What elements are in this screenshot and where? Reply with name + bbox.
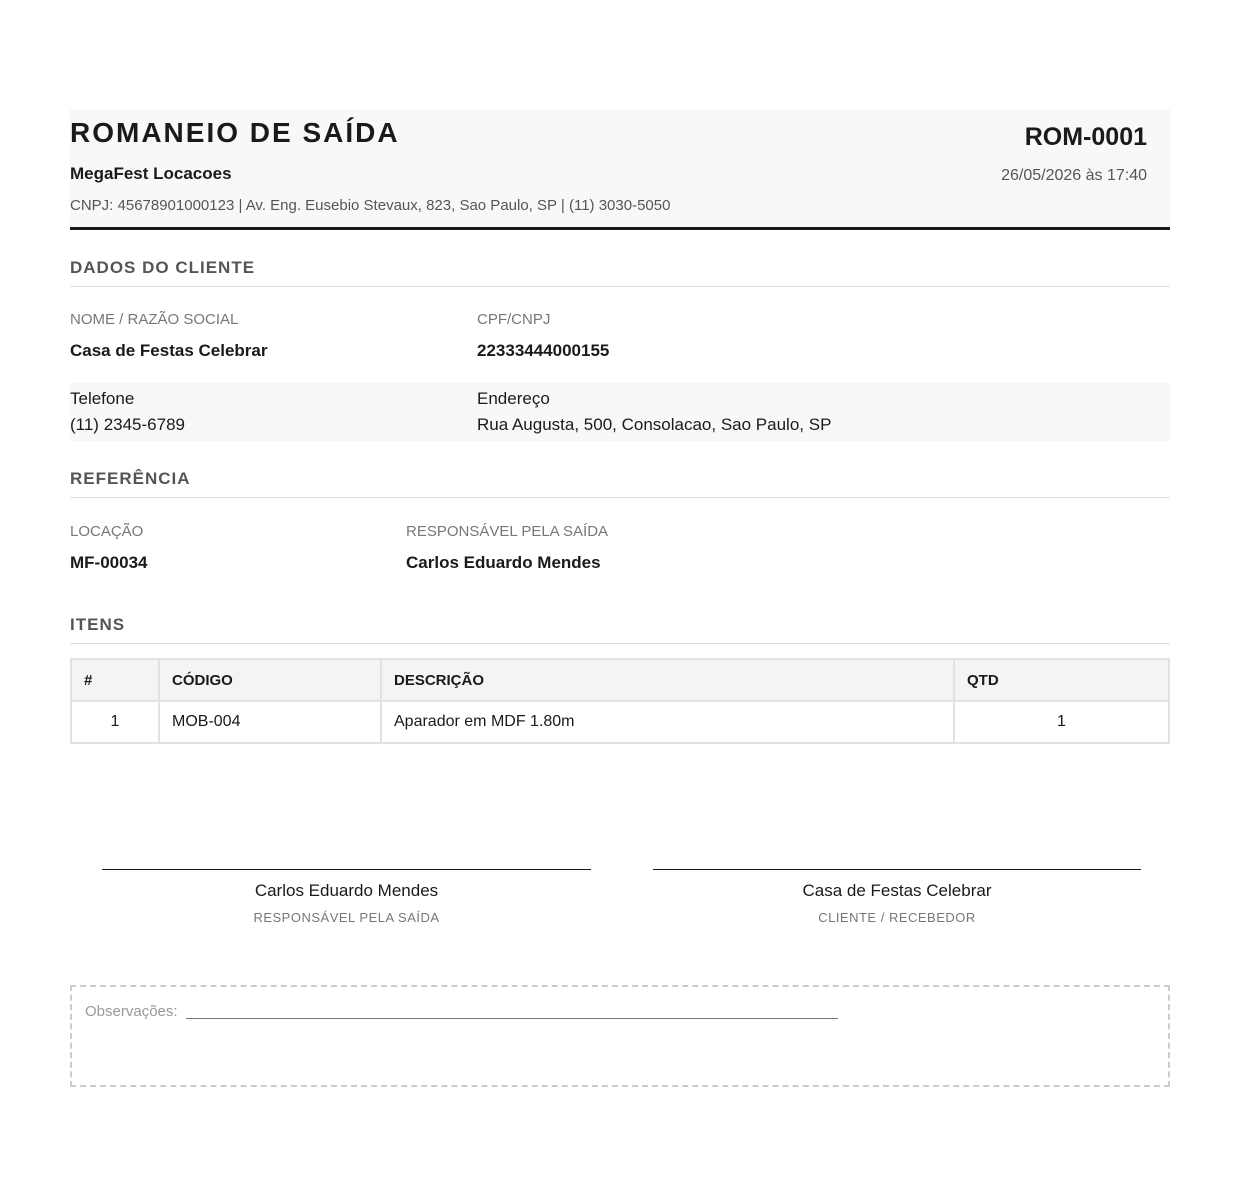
item-num: 1	[71, 701, 159, 743]
observations-line	[186, 1018, 838, 1019]
client-contact-row	[70, 383, 1170, 441]
signature-name: Casa de Festas Celebrar	[802, 881, 992, 900]
observations-label: Observações:	[85, 1003, 178, 1020]
column-header-code: CÓDIGO	[159, 659, 381, 701]
item-code: MOB-004	[159, 701, 381, 743]
column-header-description: DESCRIÇÃO	[381, 659, 954, 701]
client-name-value: Casa de Festas Celebrar	[70, 341, 268, 360]
table-row	[71, 701, 1169, 743]
responsible-label: RESPONSÁVEL PELA SAÍDA	[406, 523, 609, 540]
client-address-label: Endereço	[477, 389, 550, 408]
signature-role: CLIENTE / RECEBEDOR	[818, 910, 976, 925]
signature-line	[653, 869, 1141, 870]
client-phone-label: Telefone	[70, 389, 135, 408]
reference-fields	[70, 523, 1170, 583]
column-header-qty: QTD	[954, 659, 1169, 701]
signature-role: RESPONSÁVEL PELA SAÍDA	[253, 910, 440, 925]
rental-value: MF-00034	[70, 553, 148, 572]
company-name: MegaFest Locacoes	[70, 164, 232, 183]
rental-field	[70, 523, 147, 573]
observations-box	[70, 985, 1170, 1087]
item-qty: 1	[954, 701, 1169, 743]
signature-client	[653, 869, 1141, 925]
item-description: Aparador em MDF 1.80m	[381, 701, 954, 743]
client-address-field	[477, 389, 831, 435]
document-title: ROMANEIO DE SAÍDA	[70, 117, 400, 148]
column-header-num: #	[71, 659, 159, 701]
signatures-area	[70, 869, 1170, 969]
document-number: ROM-0001	[1024, 123, 1147, 151]
client-phone-value: (11) 2345-6789	[70, 415, 185, 434]
client-doc-value: 22333444000155	[477, 341, 610, 360]
client-doc-label: CPF/CNPJ	[477, 311, 551, 328]
document-date: 26/05/2026 às 17:40	[1001, 167, 1147, 184]
client-name-field	[70, 311, 268, 361]
section-title-cliente: DADOS DO CLIENTE	[70, 258, 1170, 287]
romaneio-document	[70, 109, 1170, 1087]
client-address-value: Rua Augusta, 500, Consolacao, Sao Paulo, SP	[477, 415, 832, 434]
client-doc-field	[477, 311, 609, 361]
section-title-itens: ITENS	[70, 615, 1170, 644]
company-info: CNPJ: 45678901000123 | Av. Eng. Eusebio Stevaux, 823, Sao Paulo, SP | (11) 3030-5050	[70, 197, 671, 214]
signature-name: Carlos Eduardo Mendes	[254, 881, 439, 900]
table-header-row	[71, 659, 1169, 701]
document-header	[70, 109, 1170, 230]
items-table	[70, 658, 1170, 744]
responsible-field	[406, 523, 608, 573]
responsible-value: Carlos Eduardo Mendes	[406, 553, 601, 572]
signature-responsible	[102, 869, 591, 925]
client-main-fields	[70, 311, 1170, 383]
rental-label: LOCAÇÃO	[70, 523, 144, 540]
signature-line	[102, 869, 591, 870]
client-name-label: NOME / RAZÃO SOCIAL	[70, 311, 239, 328]
section-title-referencia: REFERÊNCIA	[70, 469, 1170, 498]
client-phone-field	[70, 389, 185, 435]
